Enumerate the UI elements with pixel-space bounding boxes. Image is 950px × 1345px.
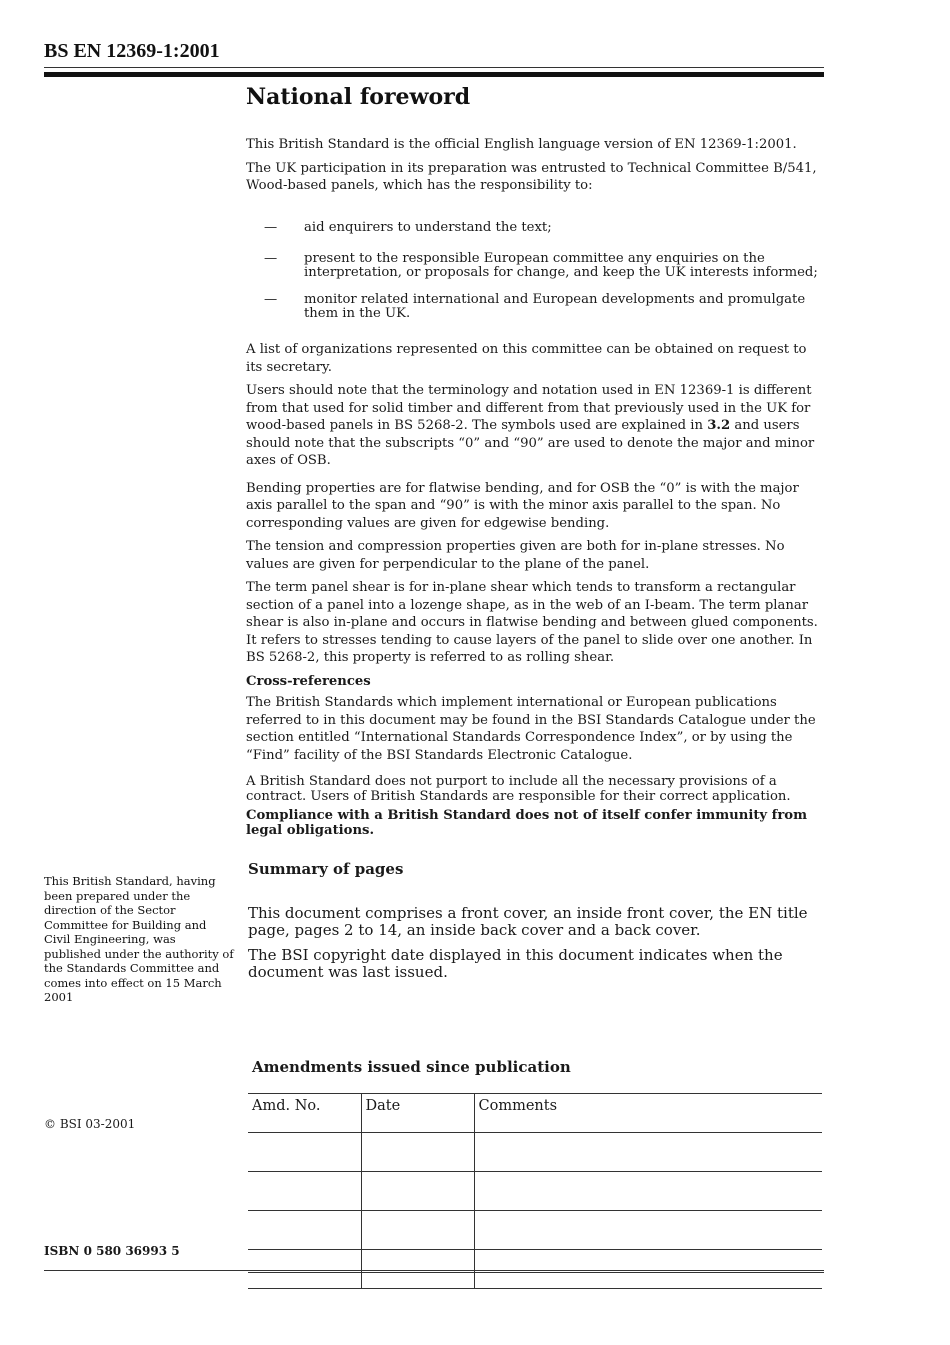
document-id: BS EN 12369-1:2001 — [44, 40, 220, 62]
summary-paragraph-1: This document comprises a front cover, an inside front cover, the EN title page, pages 2 to 14, an inside back cover and a back cover. — [248, 904, 808, 939]
provisions-note: A British Standard does not purport to include all the necessary provisions of a contract. Users of British Standards are responsible for their correct application. — [246, 774, 791, 804]
column-header-amd-no: Amd. No. — [248, 1094, 361, 1133]
summary-section — [248, 905, 826, 989]
table-cell — [361, 1133, 474, 1172]
footer-rule — [44, 1270, 824, 1271]
list-item-text: aid enquirers to understand the text; — [304, 220, 552, 235]
list-marker: — — [264, 251, 278, 266]
summary-heading: Summary of pages — [248, 860, 404, 878]
cross-references-text: The British Standards which implement international or European publications referred to in this document may be found in the BSI Standards Catalogue under the section entitled “International Standards Correspondence Index”, or by using the “Find” facility of the BSI Standards Electronic Catalogue. — [246, 695, 816, 763]
list-item — [264, 252, 824, 280]
header-rule-thin — [44, 67, 824, 68]
column-header-comments: Comments — [474, 1094, 822, 1133]
table-row — [248, 1211, 822, 1250]
body-section — [246, 341, 822, 844]
paragraph-shear: The term panel shear is for in-plane shear which tends to transform a rectangular section of a panel into a lozenge shape, as in the web of an I-beam. The term planar shear is also in-plane and occurs in flatwise bending and between glued components. It refers to stresses tending to cause layers of the panel to slide over one another. In BS 5268-2, this property is referred to as rolling shear. — [246, 580, 818, 665]
paragraph-terminology — [246, 382, 822, 470]
paragraph-terminology-part-b: and users should note that the subscripts “0” and “90” are used to denote the major and minor axes of OSB. — [246, 418, 815, 468]
compliance-note: Compliance with a British Standard does not of itself confer immunity from legal obligations. — [246, 808, 808, 838]
table-row — [248, 1172, 822, 1211]
header-rule-thick — [44, 72, 824, 77]
approval-note: This British Standard, having been prepared under the direction of the Sector Committee for Building and Civil Engineering, was published under the authority of the Standards Committee and comes into effect on 15 March 2001 — [44, 874, 234, 1004]
intro-paragraph-2: The UK participation in its preparation was entrusted to Technical Committee B/541, Wood-based panels, which has the responsibility to: — [246, 160, 817, 193]
list-item — [264, 293, 824, 321]
amendments-heading: Amendments issued since publication — [252, 1058, 571, 1076]
table-row — [248, 1250, 822, 1289]
paragraph-bending: Bending properties are for flatwise bending, and for OSB the “0” is with the major axis parallel to the span and “90” is with the minor axis parallel to the span. No corresponding values are given for edgewise bending. — [246, 480, 799, 531]
table-cell — [474, 1172, 822, 1211]
table-cell — [248, 1133, 361, 1172]
paragraph-terminology-part-a: Users should note that the terminology and notation used in EN 12369-1 is different from that used for solid timber and different from that previously used in the UK for wood-based panels in BS 5268-2. The symbols used are explained in — [246, 383, 812, 433]
table-cell — [248, 1172, 361, 1211]
table-header-row — [248, 1094, 822, 1133]
list-item-text: monitor related international and European developments and promulgate them in the UK. — [304, 292, 806, 321]
cross-references-heading: Cross-references — [246, 673, 371, 689]
list-marker: — — [264, 220, 278, 235]
intro-paragraph-1: This British Standard is the official English language version of EN 12369-1:2001. — [246, 137, 797, 152]
footer-rule-double — [248, 1272, 824, 1273]
table-cell — [474, 1133, 822, 1172]
paragraph-tension: The tension and compression properties given are both for in-plane stresses. No values are given for perpendicular to the plane of the panel. — [246, 539, 785, 572]
table-row — [248, 1133, 822, 1172]
clause-reference: 3.2 — [707, 418, 731, 433]
isbn: ISBN 0 580 36993 5 — [44, 1244, 180, 1258]
table-cell — [474, 1250, 822, 1289]
intro-section — [246, 136, 822, 201]
column-header-date: Date — [361, 1094, 474, 1133]
table-cell — [248, 1250, 361, 1289]
list-item — [264, 221, 824, 235]
table-cell — [361, 1250, 474, 1289]
table-cell — [361, 1211, 474, 1250]
table-cell — [361, 1172, 474, 1211]
list-marker: — — [264, 292, 278, 307]
paragraph-committee-list: A list of organizations represented on this committee can be obtained on request to its secretary. — [246, 342, 807, 375]
list-item-text: present to the responsible European committee any enquiries on the interpretation, or proposals for change, and keep the UK interests informed; — [304, 251, 818, 280]
copyright-notice: © BSI 03-2001 — [44, 1117, 136, 1131]
page-title: National foreword — [246, 84, 471, 110]
amendments-table — [248, 1093, 822, 1289]
table-cell — [248, 1211, 361, 1250]
summary-paragraph-2: The BSI copyright date displayed in this document indicates when the document was last issued. — [248, 946, 783, 981]
table-cell — [474, 1211, 822, 1250]
